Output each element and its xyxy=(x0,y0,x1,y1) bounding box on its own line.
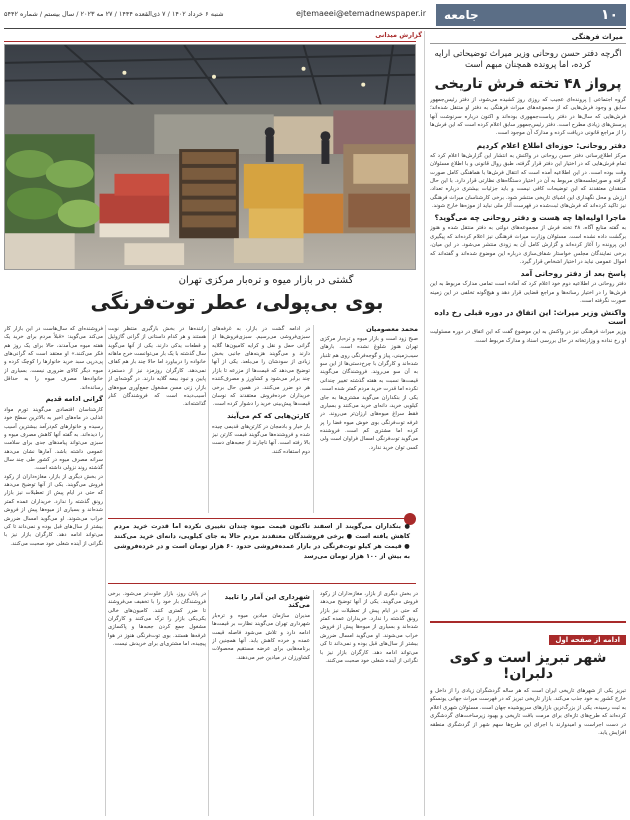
section-banner xyxy=(436,4,626,26)
column-divider xyxy=(313,590,314,816)
lead-subhead-4: واکنش وزیر میراث: این اتفاق در دوره قبلی رخ داده است xyxy=(434,308,626,327)
pull-quote-text: ● بنکداران می‌گویند از اسفند تاکنون قیمت میوه چندان تغییری نکرده اما قدرت خرید مردم کاهش یافته است ● برخی فروشندگان معتقدند مردم حالا به جای کیلویی، دانه‌ای خرید می‌کنند ● قیمت هر کیلو توت‌فرنگی در بازار عمده‌فروشی حدود ۶۰ هزار تومان است و در خرده‌فروشی به بیش از ۱۰۰ هزار تومان می‌رسد xyxy=(114,523,410,561)
section-name: جامعه xyxy=(444,8,479,22)
side-article xyxy=(430,621,626,737)
photo-tag: گزارش میدانی xyxy=(375,31,422,39)
right-rubric: میراث فرهنگی xyxy=(430,31,626,44)
column-divider xyxy=(313,325,314,513)
lead-intro: گروه اجتماعی | پرونده‌ای عجیب که روزی روز کشیده می‌شود، از دفتر رئیس‌جمهور سابق و وجود فرش‌هایی که از مجموعه‌های میراث فرهنگی به دفتر او منتقل شده‌اند؛ فرش‌هایی که سال‌ها در دفتر ریاست‌جمهوری بوده‌اند و اکنون درباره سرنوشت آنها پرسش‌های زیادی مطرح است. دفتر رئیس‌جمهور سابق اعلام کرده است که این فرش‌ها را از مراجع قانونی دریافت کرده و مدارک آن موجود است. xyxy=(430,96,626,137)
article-column-7 xyxy=(108,590,206,816)
article-subhead-2: کارتن‌هایی که کم می‌آیند xyxy=(227,411,310,420)
article-body-1: صبح زود است و بازار میوه و تره‌بار مرکزی تهران هنوز شلوغ نشده است. بارهای سیب‌زمینی، پیاز و گوجه‌فرنگی روی هم تلنبار شده‌اند و کارگران با چرخ‌دستی‌ها از این سو به آن سو می‌روند. فروشندگان می‌گویند قیمت‌ها نسبت به هفته گذشته تغییر چندانی نکرده اما قدرت خرید مردم کمتر شده است. یکی از بنکداران می‌گوید مشتری‌ها به جای کیلویی خرید، دانه‌ای خرید می‌کنند و بسیاری فقط سراغ میوه‌های ارزان‌تر می‌روند. در غرفه توت‌فرنگی بوی خوش میوه فضا را پر کرده اما مشتری کم است. فروشنده می‌گوید توت‌فرنگی امسال فراوان است ولی کسی توان خرید ندارد. xyxy=(320,336,418,451)
article-body-2b: بار خیار و بادمجان در کارتن‌های قدیمی چیده شده و فروشنده‌ها می‌گویند قیمت کارتن نیز بالا رفته است. آنها ناچارند از جعبه‌های دست دوم استفاده کنند. xyxy=(212,423,310,455)
article-column-1 xyxy=(320,325,418,513)
article-column-4 xyxy=(4,325,103,816)
side-rubric: ادامه از صفحه اول xyxy=(549,635,626,645)
article-column-2 xyxy=(212,325,310,513)
main-title: بوی بی‌پولی، عطر توت‌فرنگی xyxy=(90,290,384,314)
article-column-6 xyxy=(212,590,310,816)
article-column-3 xyxy=(108,325,206,513)
lead-body-4: وزیر میراث فرهنگی نیز در واکنش به این موضوع گفت که این اتفاق در دوره مسئولیت او رخ نداده و وزارتخانه در حال بررسی اسناد و مدارک مربوط است. xyxy=(430,329,626,344)
lead-title: پرواز ۴۸ تخته فرش تاریخی xyxy=(434,75,622,92)
lead-subhead-1: دفتر روحانی: حوزه‌ای اطلاع اعلام کردیم xyxy=(476,140,626,150)
article-body-4b: کارشناسان اقتصادی می‌گویند تورم مواد غذایی در ماه‌های اخیر به بالاترین سطح خود رسیده و خانوارهای کم‌درآمد بیشترین آسیب را دیده‌اند. به گفته آنها کاهش مصرف میوه و سبزی می‌تواند پیامدهای جدی برای سلامت عمومی داشته باشد. آمارها نشان می‌دهد سرانه مصرف میوه در کشور طی چند سال گذشته روند نزولی داشته است. xyxy=(4,406,103,472)
lead-subhead-2: ماجرا اولیه‌اها چه هست و دفتر روحانی چه می‌گوید؟ xyxy=(434,213,626,223)
side-title: شهر تبریز است و کوی دلبران! xyxy=(449,650,607,682)
market-photo xyxy=(4,44,416,270)
article-body-3: راننده‌ها در بخش بارگیری منتظر نوبت هستند و هر کدام داستانی از گرانی گازوئیل و قطعات یدکی دارند. یکی از آنها می‌گوید سال گذشته با یک بار می‌توانست خرج ماهانه خانواده را دربیاورد اما حالا چند بار هم کفاف نمی‌دهد. کارگران روزمزد نیز از دستمزد پایین و نبود بیمه گلایه دارند. در گوشه‌ای از بازار، زنی مسن مشغول جمع‌آوری میوه‌های آسیب‌دیده است که فروشندگان کنار گذاشته‌اند. xyxy=(108,326,206,408)
right-column xyxy=(430,31,626,816)
lead-kicker: اگرچه دفتر حسن روحانی وزیر میراث توضیحاتی ارایه کرده، اما پرونده همچنان مبهم است xyxy=(434,49,622,71)
article-subhead-6: شهرداری این آمار را تایید می‌کند xyxy=(224,593,310,609)
article-body-6: مدیران سازمان میادین میوه و تره‌بار شهرداری تهران می‌گویند نظارت بر قیمت‌ها ادامه دارد و تلاش می‌شود فاصله قیمت عمده و خرده کاهش یابد. آنها همچنین از برنامه‌هایی برای عرضه مستقیم محصولات کشاورزان در میادین خبر می‌دهند. xyxy=(212,613,310,661)
lead-body-1: مرکز اطلاع‌رسانی دفتر حسن روحانی در واکنش به انتشار این گزارش‌ها اعلام کرد که تمام فرش‌هایی که در اختیار این دفتر قرار گرفته، طبق روال قانونی و با اطلاع مسئولان وقت بوده است. در این اطلاعیه آمده است که انتقال فرش‌ها با هماهنگی کامل صورت گرفته و صورتجلسه‌های مربوط به آن در اختیار دستگاه‌های نظارتی قرار دارد. با این حال منتقدان معتقدند که این توضیحات کافی نیست و باید جزئیات بیشتری درباره تعداد، ارزش و محل نگهداری این اشیای تاریخی منتشر شود. برخی کارشناسان میراث فرهنگی نیز تاکید کرده‌اند که فرش‌های ثبت‌شده در فهرست آثار ملی نباید از موزه‌ها خارج شوند. xyxy=(430,152,626,210)
article-body-2: در ادامه گشت در بازار، به غرفه‌های سبزی‌فروشی می‌رسیم. سبزی‌فروش‌ها از گرانی حمل و نقل و کرایه کامیون‌ها گلایه دارند و می‌گویند هزینه‌های جانبی بخش زیادی از سودشان را می‌بلعد. یکی از آنها توضیح می‌دهد که قیمت‌ها از مزرعه تا بازار چند برابر می‌شود و کشاورز و مصرف‌کننده هر دو ضرر می‌کنند. در همین حال برخی خریداران خرده‌فروش معتقدند که نوسان قیمت‌ها پیش‌بینی خرید را دشوار کرده است. xyxy=(212,326,310,408)
side-rule xyxy=(430,621,626,623)
article-body-5: در بخش دیگری از بازار، مغازه‌داران از رکود فروش می‌گویند. یکی از آنها توضیح می‌دهد که حتی در ایام پیش از تعطیلات نیز بازار رونق گذشته را ندارد. خریداران عمده کمتر شده‌اند و بسیاری از میوه‌ها پیش از فروش خراب می‌شوند. او می‌گوید امسال ضررش بیشتر از سال‌های قبل بوده و نمی‌داند تا کی می‌تواند ادامه دهد. کارگران بازار نیز با نگرانی از آینده شغلی خود صحبت می‌کنند. xyxy=(320,591,418,664)
side-body: تبریز یکی از شهرهای تاریخی ایران است که هر ساله گردشگران زیادی را از داخل و خارج کشور به خود جذب می‌کند. بازار تاریخی تبریز که در فهرست میراث جهانی یونسکو به ثبت رسیده، یکی از بزرگ‌ترین بازارهای سرپوشیده جهان است. مسئولان شهری اعلام کرده‌اند که طرح‌های تازه‌ای برای مرمت بافت تاریخی و بهبود زیرساخت‌های گردشگری در دست اجراست و امیدوارند با اجرای این طرح‌ها سهم شهر از گردشگری منطقه افزایش یابد. xyxy=(430,688,626,736)
page-number: ۱۰ xyxy=(600,7,618,23)
column-divider xyxy=(424,31,425,816)
column-divider xyxy=(105,325,106,816)
lead-subhead-3: پاسخ بعد از دفتر روحانی آمد xyxy=(520,269,626,279)
article-subhead-4: گرانی ادامه قدیم xyxy=(45,394,103,403)
header-divider xyxy=(4,28,626,29)
article-body-4: فروشنده‌ای که سال‌هاست در این بازار کار می‌کند می‌گوید: «قبلاً مردم برای خرید یک هفته میوه می‌آمدند، حالا برای یک روز هم فکر می‌کنند.» او معتقد است که گرانی‌های پی‌درپی سبد خرید خانوارها را کوچک کرده و میوه دیگر کالای ضروری نیست. بسیاری از خانواده‌ها مصرف میوه را به حداقل رسانده‌اند. xyxy=(4,326,103,391)
lead-body-3: دفتر روحانی در اطلاعیه دوم خود اعلام کرد که آماده است تمامی مدارک مربوط به این فرش‌ها را در اختیار رسانه‌ها و مراجع قضایی قرار دهد و هیچ‌گونه تخلفی در این زمینه صورت نگرفته است. xyxy=(430,281,626,305)
pull-quote xyxy=(108,518,416,584)
date-line: شنبه ۶ خرداد ۱۴۰۲ / ۷ ذی‌القعده ۱۴۴۴ / ۲۷ مه ۲۰۲۳ / سال بیستم / شماره ۵۴۴۲ xyxy=(4,10,224,18)
article-body-7: در پایان روز، بازار خلوت‌تر می‌شود. برخی فروشندگان بار خود را با تخفیف می‌فروشند تا ضرر کمتری کنند. کامیون‌های خالی یکی‌یکی بازار را ترک می‌کنند و کارگران مشغول جمع کردن جعبه‌ها و پاکسازی غرفه‌ها هستند. بوی توت‌فرنگی هنوز در هوا پیچیده، اما مشتری‌ای برای خریدش نیست. xyxy=(108,591,206,648)
column-divider xyxy=(208,325,209,513)
column-divider xyxy=(208,590,209,816)
main-kicker: گشتی در بازار میوه و تره‌بار مرکزی تهران xyxy=(178,275,354,286)
market-photo-image xyxy=(5,45,415,269)
article-body-4c: در بخش دیگری از بازار، مغازه‌داران از رکود فروش می‌گویند. یکی از آنها توضیح می‌دهد که حتی در ایام پیش از تعطیلات نیز بازار رونق گذشته را ندارد. خریداران عمده کمتر شده‌اند و بسیاری از میوه‌ها پیش از فروش خراب می‌شوند. او می‌گوید امسال ضررش بیشتر از سال‌های قبل بوده و نمی‌داند تا کی می‌تواند ادامه دهد. کارگران بازار نیز با نگرانی از آینده شغلی خود صحبت می‌کنند. xyxy=(4,473,103,547)
photo-rule xyxy=(4,41,416,42)
article-column-5 xyxy=(320,590,418,816)
page-header xyxy=(4,4,626,26)
section-email[interactable]: ejtemaeei@etemadnewspaper.ir xyxy=(295,9,426,18)
lead-body-2: به گفته منابع آگاه، ۴۸ تخته فرش از مجموعه‌های دولتی به دفتر منتقل شده و هنوز برگشت داده نشده است. مسئولان وزارت میراث فرهنگی نیز اعلام کرده‌اند که پیگیری این پرونده را آغاز کرده‌اند و گزارش کامل آن به زودی منتشر می‌شود. در این میان، برخی نمایندگان مجلس خواستار شفاف‌سازی درباره این موضوع شده‌اند و گفته‌اند که اموال عمومی نباید در اختیار اشخاص قرار گیرد. xyxy=(430,225,626,265)
byline: محمد معصومیان xyxy=(366,325,418,333)
